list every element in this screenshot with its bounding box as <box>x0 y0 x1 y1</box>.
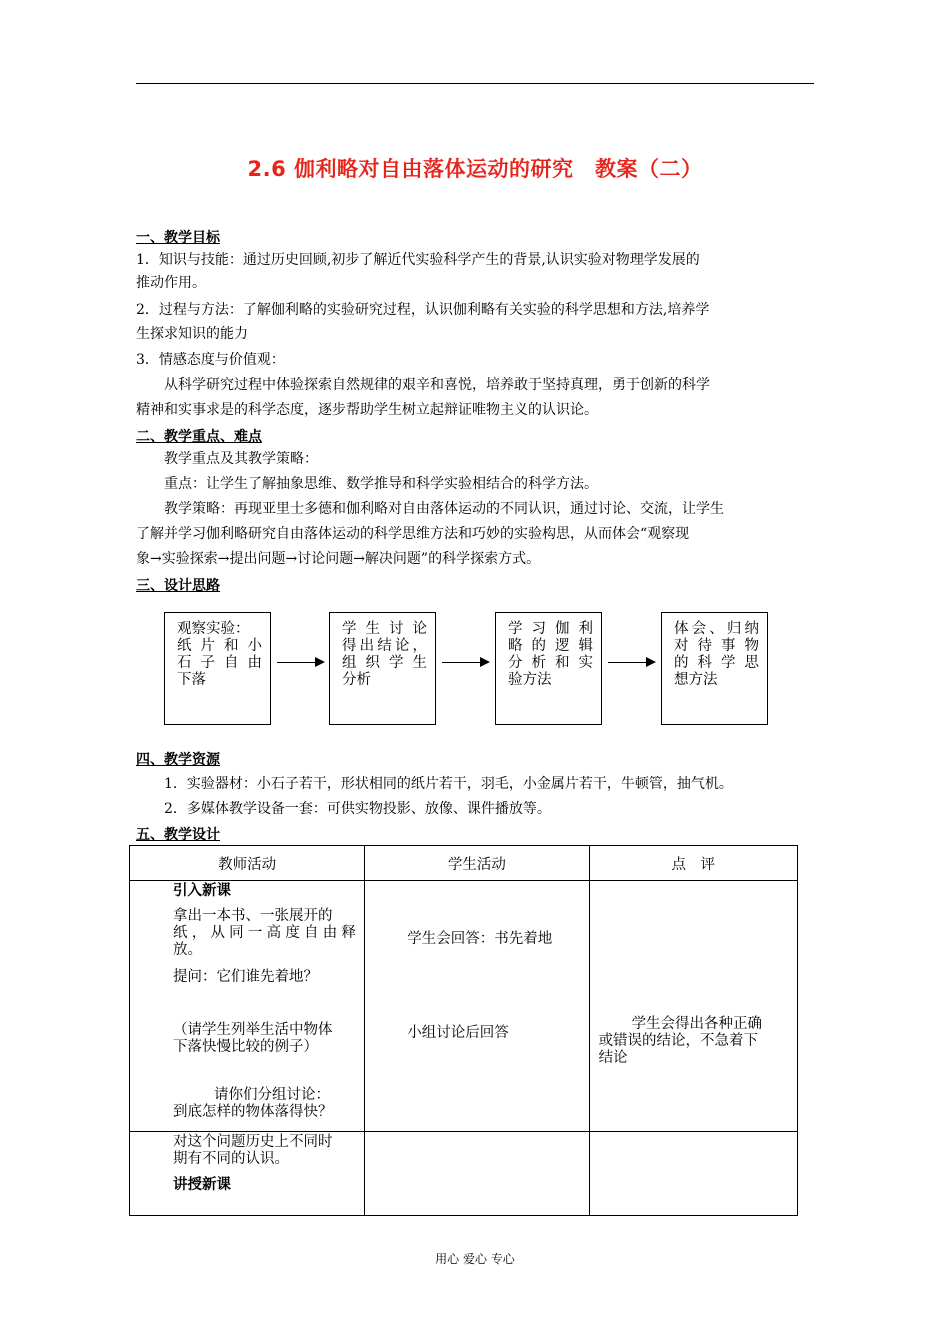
teacher-text: 到底怎样的物体落得快？ <box>173 1104 333 1120</box>
flow-step-text: 学习伽利 <box>508 621 593 637</box>
teacher-text: 提问：它们谁先着地？ <box>173 969 318 985</box>
teacher-activity-cell <box>130 881 365 1132</box>
student-activity-cell <box>365 881 589 1132</box>
teacher-text: 拿出一本书、一张展开的 <box>173 908 333 924</box>
resource-line: 1．实验器材：小石子若干，形状相同的纸片若干，羽毛，小金属片若干，牛顿管，抽气机。 <box>164 776 733 792</box>
section-heading-design-idea: 三、设计思路 <box>136 578 220 594</box>
flow-step-text: 下落 <box>177 672 206 688</box>
flow-step-text: 石子自由 <box>177 655 262 671</box>
objective-line: 3．情感态度与价值观： <box>136 352 285 368</box>
flow-arrow <box>608 662 654 663</box>
flow-step-1 <box>164 612 271 725</box>
table-row <box>130 1132 798 1216</box>
keypoint-line: 了解并学习伽利略研究自由落体运动的科学思维方法和巧妙的实验构思，从而体会“观察现 <box>136 526 690 542</box>
objective-line: 从科学研究过程中体验探索自然规律的艰辛和喜悦，培养敢于坚持真理，勇于创新的科学 <box>164 377 710 393</box>
teacher-text: （请学生列举生活中物体 <box>173 1022 333 1038</box>
flow-step-text: 对待事物 <box>674 638 759 654</box>
column-header-comment: 点 评 <box>589 846 797 881</box>
objective-line: 生探求知识的能力 <box>136 326 248 342</box>
column-header-student: 学生活动 <box>365 846 589 881</box>
flow-step-text: 分析 <box>342 672 371 688</box>
flow-arrow <box>442 662 488 663</box>
section-heading-objectives: 一、教学目标 <box>136 230 220 246</box>
comment-text: 学生会得出各种正确 <box>631 1016 763 1032</box>
teacher-text: 对这个问题历史上不同时 <box>173 1134 333 1150</box>
flow-step-text: 得出结论， <box>342 638 427 654</box>
flow-step-text: 验方法 <box>508 672 552 688</box>
page-title: 2.6 伽利略对自由落体运动的研究 教案（二） <box>247 157 703 181</box>
flow-step-text: 学生讨论 <box>342 621 427 637</box>
resource-line: 2．多媒体教学设备一套：可供实物投影、放像、课件播放等。 <box>164 801 551 817</box>
page-footer: 用心 爱心 专心 <box>435 1252 515 1266</box>
flow-arrow <box>277 662 323 663</box>
objective-line: 精神和实事求是的科学态度，逐步帮助学生树立起辩证唯物主义的认识论。 <box>136 402 598 418</box>
table-header-row <box>130 846 798 881</box>
student-text: 小组讨论后回答 <box>407 1025 509 1041</box>
flow-step-text: 略的逻辑 <box>508 638 593 654</box>
flow-step-text: 的科学思 <box>674 655 759 671</box>
objective-line: 1．知识与技能：通过历史回顾,初步了解近代实验科学产生的背景,认识实验对物理学发展的 <box>136 252 700 268</box>
section-heading-teaching-design: 五、教学设计 <box>136 827 220 843</box>
comment-text: 结论 <box>598 1050 628 1066</box>
flow-step-3 <box>495 612 602 725</box>
flow-step-text: 体会、归纳 <box>674 621 759 637</box>
teaching-design-table <box>129 845 798 1216</box>
student-text: 学生会回答：书先着地 <box>407 931 553 947</box>
keypoint-line: 教学重点及其教学策略： <box>164 451 318 467</box>
flow-step-text: 纸片和小 <box>177 638 262 654</box>
section-heading-keypoints: 二、教学重点、难点 <box>136 429 262 445</box>
flow-step-text: 观察实验： <box>177 621 250 637</box>
flow-step-4 <box>661 612 768 725</box>
teacher-text: 请你们分组讨论： <box>214 1087 330 1103</box>
keypoint-line: 象→实验探索→提出问题→讨论问题→解决问题”的科学探索方式。 <box>136 551 541 567</box>
comment-text: 或错误的结论，不急着下 <box>598 1033 759 1049</box>
flow-step-text: 分析和实 <box>508 655 593 671</box>
teacher-text: 放。 <box>173 942 202 958</box>
new-lesson-heading: 讲授新课 <box>173 1177 231 1193</box>
teacher-text: 下落快慢比较的例子） <box>173 1039 318 1055</box>
teacher-text: 期有不同的认识。 <box>173 1151 289 1167</box>
student-activity-cell <box>365 1132 589 1216</box>
lead-in-heading: 引入新课 <box>173 883 231 899</box>
objective-line: 推动作用。 <box>136 275 206 291</box>
comment-cell <box>589 881 797 1132</box>
teacher-text: 纸，从同一高度自由释 <box>173 925 356 941</box>
keypoint-line: 教学策略：再现亚里士多德和伽利略对自由落体运动的不同认识，通过讨论、交流，让学生 <box>164 501 724 517</box>
comment-cell <box>589 1132 797 1216</box>
header-rule <box>136 83 814 84</box>
flow-step-text: 组织学生 <box>342 655 427 671</box>
column-header-teacher: 教师活动 <box>130 846 365 881</box>
objective-line: 2．过程与方法：了解伽利略的实验研究过程，认识伽利略有关实验的科学思想和方法,培养学 <box>136 302 710 318</box>
keypoint-line: 重点：让学生了解抽象思维、数学推导和科学实验相结合的科学方法。 <box>164 476 598 492</box>
flow-step-2 <box>329 612 436 725</box>
flow-step-text: 想方法 <box>674 672 718 688</box>
table-row <box>130 881 798 1132</box>
section-heading-resources: 四、教学资源 <box>136 752 220 768</box>
teacher-activity-cell <box>130 1132 365 1216</box>
